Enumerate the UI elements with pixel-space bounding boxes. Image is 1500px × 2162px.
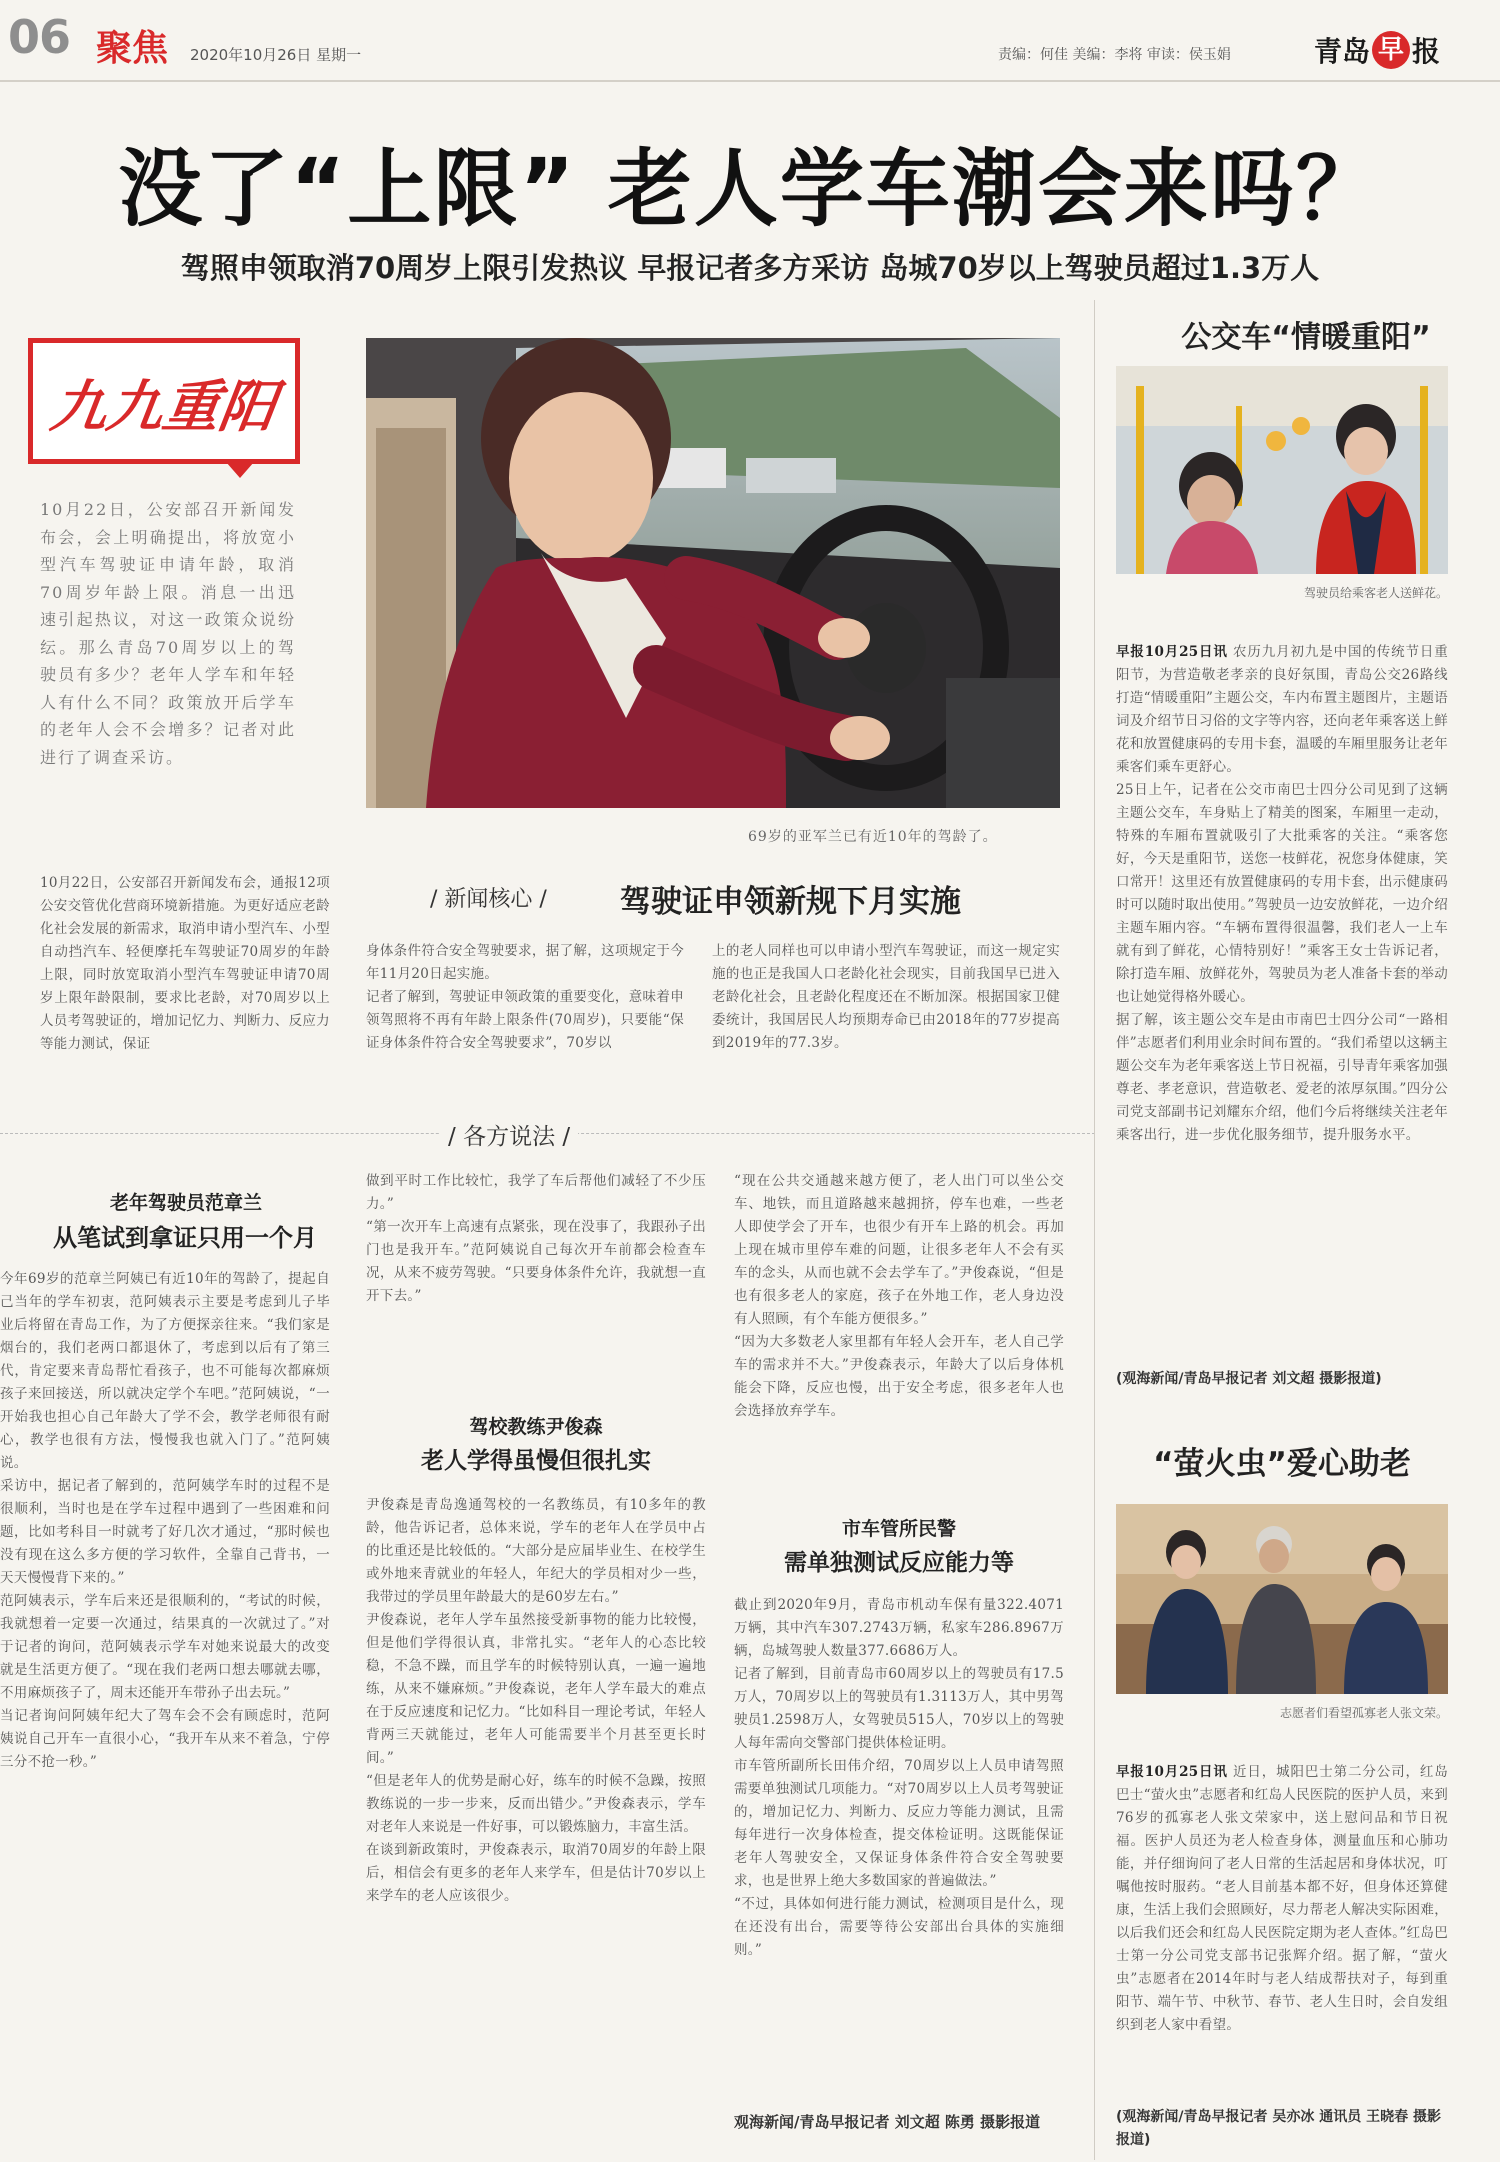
masthead-left: 青岛 <box>1314 35 1371 68</box>
story3-title2: 需单独测试反应能力等 <box>784 1550 1014 1576</box>
sidebar2-lead: 早报10月25日讯 <box>1116 1764 1228 1780</box>
section1-col2: 身体条件符合安全驾驶要求，据了解，这项规定于今年11月20日起实施。 记者了解到，驾驶证申领政策的重要变化，意味着申领驾照将不再有年龄上限条件(70周岁)，只要能“保证身体条件符合安全驾驶要求”，70岁以 <box>366 943 684 1051</box>
sidebar2-text: 近日，城阳巴士第二分公司，红岛巴士“萤火虫”志愿者和红岛人民医院的医护人员，来到76岁的孤寡老人张文荣家中，送上慰问品和节日祝福。医护人员还为老人检查身体，测量血压和心肺功能，并仔细询问了老人日常的生活起居和身体状况，叮嘱他按时服药。“老人目前基本都不好，但身体还算健康，生活上我们会照顾好，尽力帮老人解决实际困难，以后我们还会和红岛人民医院定期为老人查体。”红岛巴士第一分公司党支部书记张辉介绍。据了解，“萤火虫”志愿者在2014年时与老人结成帮扶对子，每到重阳节、端午节、中秋节、春节、老人生日时，会自发组织到老人家中看望。 <box>1116 1764 1448 2033</box>
masthead-right: 报 <box>1412 35 1441 68</box>
sidebar2-photo-illustration <box>1116 1504 1448 1694</box>
section1-label-text: 新闻核心 <box>444 887 533 912</box>
chongyang-logo-text: 九九重阳 <box>46 374 281 440</box>
sidebar2-credit: (观海新闻/青岛早报记者 吴亦冰 通讯员 王晓春 摄影报道) <box>1116 2109 1442 2148</box>
story3-title1: 市车管所民警 <box>841 1518 956 1540</box>
section2-label <box>440 1118 578 1151</box>
story3-text: 截止到2020年9月，青岛市机动车保有量322.4071万辆，其中汽车307.2743万辆，私家车286.8967万辆，岛城驾驶人数量377.6686万人。 记者了解到，目前青岛市60周岁以上的驾驶员有17.5万人，70周岁以上的驾驶员有1.3113万人，其中男驾驶员1.2598万人，女驾驶员515人，70岁以上的驾驶人每年需向交警部门提供体检证明。 市车管所副所长田伟介绍，70周岁以上人员申请驾照需要单独测试几项能力。“对70周岁以上人员考驾驶证的，增加记忆力、判断力、反应力等能力测试，且需每年进行一次身体检查，提交体检证明。这既能保证老年人驾驶安全，又保证身体条件符合安全驾驶要求，也是世界上绝大多数国家的普遍做法。” “不过，具体如何进行能力测试，检测项目是什么，现在还没有出台，需要等待公安部出台具体的实施细则。” <box>734 1597 1064 1958</box>
sidebar1-title: 公交车“情暖重阳” <box>1181 320 1431 355</box>
sidebar1-photo <box>1116 366 1448 574</box>
issue-date: 2020年10月26日 星期一 <box>190 46 362 64</box>
editor-credits: 责编：何佳 美编：李将 审读：侯玉娟 <box>998 47 1231 63</box>
story1-text: 今年69岁的范章兰阿姨已有近10年的驾龄了，提起自己当年的学车初衷，范阿姨表示主要是考虑到儿子毕业后将留在青岛工作，为了方便探亲往来。“我们家是烟台的，我们老两口都退休了，考虑到以后有了第三代，肯定要来青岛帮忙看孩子，也不可能每次都麻烦孩子来回接送，所以就决定学个车吧。”范阿姨说，“一开始我也担心自己年龄大了学不会，教学老师很有耐心，教学也很有方法，慢慢我也就入门了。”范阿姨说。 采访中，据记者了解到的，范阿姨学车时的过程不是很顺利，当时也是在学车过程中遇到了一些困难和问题，比如考科目一时就考了好几次才通过，“那时候也没有现在这么多方便的学习软件，全靠自己背书，一天天慢慢背下来的。” 范阿姨表示，学车后来还是很顺利的，“考试的时候，我就想着一定要一次通过，结果真的一次就过了。”对于记者的询问，范阿姨表示学车对她来说最大的改变就是生活更方便了。“现在我们老两口想去哪就去哪，不用麻烦孩子了，周末还能开车带孙子出去玩。” 当记者询问阿姨年纪大了驾车会不会有顾虑时，范阿姨说自己开车一直很小心，“我开车从来不着急，宁停三分不抢一秒。” <box>0 1271 330 1770</box>
story2-text: 尹俊森是青岛逸通驾校的一名教练员，有10多年的教龄，他告诉记者，总体来说，学车的老年人在学员中占的比重还是比较低的。“大部分是应届毕业生、在校学生或外地来青就业的年轻人，年纪大的学员相对少一些，我带过的学员里年龄最大的是60岁左右。” 尹俊森说，老年人学车虽然接受新事物的能力比较慢，但是他们学得很认真，非常扎实。“老年人的心态比较稳，不急不躁，而且学车的时候特别认真，一遍一遍地练，从来不嫌麻烦。”尹俊森说，老年人学车最大的难点在于反应速度和记忆力。“比如科目一理论考试，年轻人背两三天就能过，老年人可能需要半个月甚至更长时间。” “但是老年人的优势是耐心好，练车的时候不急躁，按照教练说的一步一步来，反而出错少。”尹俊森表示，学车对老年人来说是一件好事，可以锻炼脑力，丰富生活。 在谈到新政策时，尹俊森表示，取消70周岁的年龄上限后，相信会有更多的老年人来学车，但是估计70岁以上来学车的老人应该很少。 <box>366 1497 706 1904</box>
section1-col3: 上的老人同样也可以申请小型汽车驾驶证，而这一规定实施的也正是我国人口老龄化社会现实，目前我国早已进入老龄化社会，且老龄化程度还在不断加深。根据国家卫健委统计，我国居民人均预期寿命已由2018年的77岁提高到2019年的77.3岁。 <box>712 943 1060 1051</box>
sidebar1-text: 农历九月初九是中国的传统节日重阳节，为营造敬老孝亲的良好氛围，青岛公交26路线打造“情暖重阳”主题公交，车内布置主题图片，主题语词及介绍节日习俗的文字等内容，还向老年乘客送上鲜花和放置健康码的专用卡套，温暖的车厢里服务让老年乘客们乘车更舒心。 25日上午，记者在公交市南巴士四分公司见到了这辆主题公交车，车身贴上了精美的图案，车厢里一走动，特殊的车厢布置就吸引了大批乘客的关注。“乘客您好，今天是重阳节，送您一枝鲜花，祝您身体健康，笑口常开！这里还有放置健康码的专用卡套，出示健康码时可以随时取出使用。”驾驶员一边安放鲜花，一边介绍主题车厢内容。“车辆布置得很温馨，我们老人一上车就有到了鲜花，心情特别好！”乘客王女士告诉记者，除打造车厢、放鲜花外，驾驶员为老人准备卡套的举动也让她觉得格外暖心。 据了解，该主题公交车是由市南巴士四分公司“一路相伴”志愿者们利用业余时间布置的。“我们希望以这辆主题公交车为老年乘客送上节日祝福，引导青年乘客加强尊老、孝老意识，营造敬老、爱老的浓厚氛围。”四分公司党支部副书记刘耀东介绍，他们今后将继续关注老年乘客出行，进一步优化服务细节，提升服务水平。 <box>1116 644 1448 1143</box>
story3-credit: 观海新闻/青岛早报记者 刘文超 陈勇 摄影报道 <box>734 2113 1041 2131</box>
section-name: 聚焦 <box>96 28 169 69</box>
section1-label <box>430 882 547 913</box>
story2-title2: 老人学得虽慢但很扎实 <box>421 1448 651 1474</box>
main-photo <box>366 338 1060 808</box>
section1-title: 驾驶证申领新规下月实施 <box>620 884 961 920</box>
subheadline: 驾照申领取消70周岁上限引发热议 早报记者多方采访 岛城70岁以上驾驶员超过1.3万人 <box>180 251 1320 285</box>
chongyang-logo-tail <box>226 462 254 478</box>
masthead-circle: 早 <box>1372 31 1410 69</box>
section2-label-text: 各方说法 <box>463 1124 556 1150</box>
masthead <box>1314 28 1440 72</box>
sidebar2-caption: 志愿者们看望孤寡老人张文荣。 <box>1279 1706 1448 1720</box>
sidebar1-body <box>1116 618 1448 1364</box>
main-photo-caption: 69岁的亚军兰已有近10年的驾龄了。 <box>748 829 998 845</box>
sidebar2-photo <box>1116 1504 1448 1694</box>
slash-left: / <box>430 887 445 912</box>
main-photo-illustration <box>366 338 1060 808</box>
sidebar1-caption: 驾驶员给乘客老人送鲜花。 <box>1303 586 1448 600</box>
chongyang-logo <box>28 338 300 464</box>
sidebar2-title: “萤火虫”爱心助老 <box>1153 1446 1411 1482</box>
slash-right-2: / <box>555 1124 571 1150</box>
sidebar1-photo-illustration <box>1116 366 1448 574</box>
sidebar2-body <box>1116 1738 1448 2100</box>
story1-title2: 从笔试到拿证只用一个月 <box>53 1224 317 1252</box>
header-rule <box>0 80 1500 82</box>
headline: 没了“上限” 老人学车潮会来吗？ <box>118 140 1382 238</box>
page-number: 06 <box>8 10 71 64</box>
story1-col2: 做到平时工作比较忙，我学了车后帮他们减轻了不少压力。” “第一次开车上高速有点紧张，现在没事了，我跟孙子出门也是我开车。”范阿姨说自己每次开车前都会检查车况，从来不疲劳驾驶。“只要身体条件允许，我就想一直开下去。” <box>366 1173 706 1304</box>
slash-left-2: / <box>448 1124 464 1150</box>
slash-right: / <box>532 887 547 912</box>
sidebar1-lead: 早报10月25日讯 <box>1116 644 1228 660</box>
intro-text: 10月22日，公安部召开新闻发布会，会上明确提出，将放宽小型汽车驾驶证申请年龄，取消70周岁年龄上限。消息一出迅速引起热议，对这一政策众说纷纭。那么青岛70周岁以上的驾驶员有多少？老年人学车和年轻人有什么不同？政策放开后学车的老年人会不会增多？记者对此进行了调查采访。 <box>40 500 296 767</box>
story3-intro: “现在公共交通越来越方便了，老人出门可以坐公交车、地铁，而且道路越来越拥挤，停车也难，一些老人即使学会了开车，也很少有开车上路的机会。再加上现在城市里停车难的问题，让很多老年人不会有买车的念头，从而也就不会去学车了。”尹俊森说，“但是也有很多老人的家庭，孩子在外地工作，老人身边没有人照顾，有个车能方便很多。” “因为大多数老人家里都有年轻人会开车，老人自己学车的需求并不大。”尹俊森表示，年龄大了以后身体机能会下降，反应也慢，出于安全考虑，很多老年人也会选择放弃学车。 <box>734 1173 1064 1419</box>
sidebar-divider <box>1094 300 1095 2160</box>
story2-title1: 驾校教练尹俊森 <box>469 1416 603 1438</box>
story1-title1: 老年驾驶员范章兰 <box>109 1192 262 1214</box>
sidebar1-credit: (观海新闻/青岛早报记者 刘文超 摄影报道) <box>1116 1371 1382 1387</box>
section1-col1: 10月22日，公安部召开新闻发布会，通报12项公安交管优化营商环境新措施。为更好适应老龄化社会发展的新需求，取消申请小型汽车、小型自动挡汽车、轻便摩托车驾驶证70周岁的年龄上限，同时放宽取消小型汽车驾驶证申请70周岁上限年龄限制，要求比老龄，对70周岁以上人员考驾驶证的，增加记忆力、判断力、反应力等能力测试，保证 <box>40 875 330 1052</box>
